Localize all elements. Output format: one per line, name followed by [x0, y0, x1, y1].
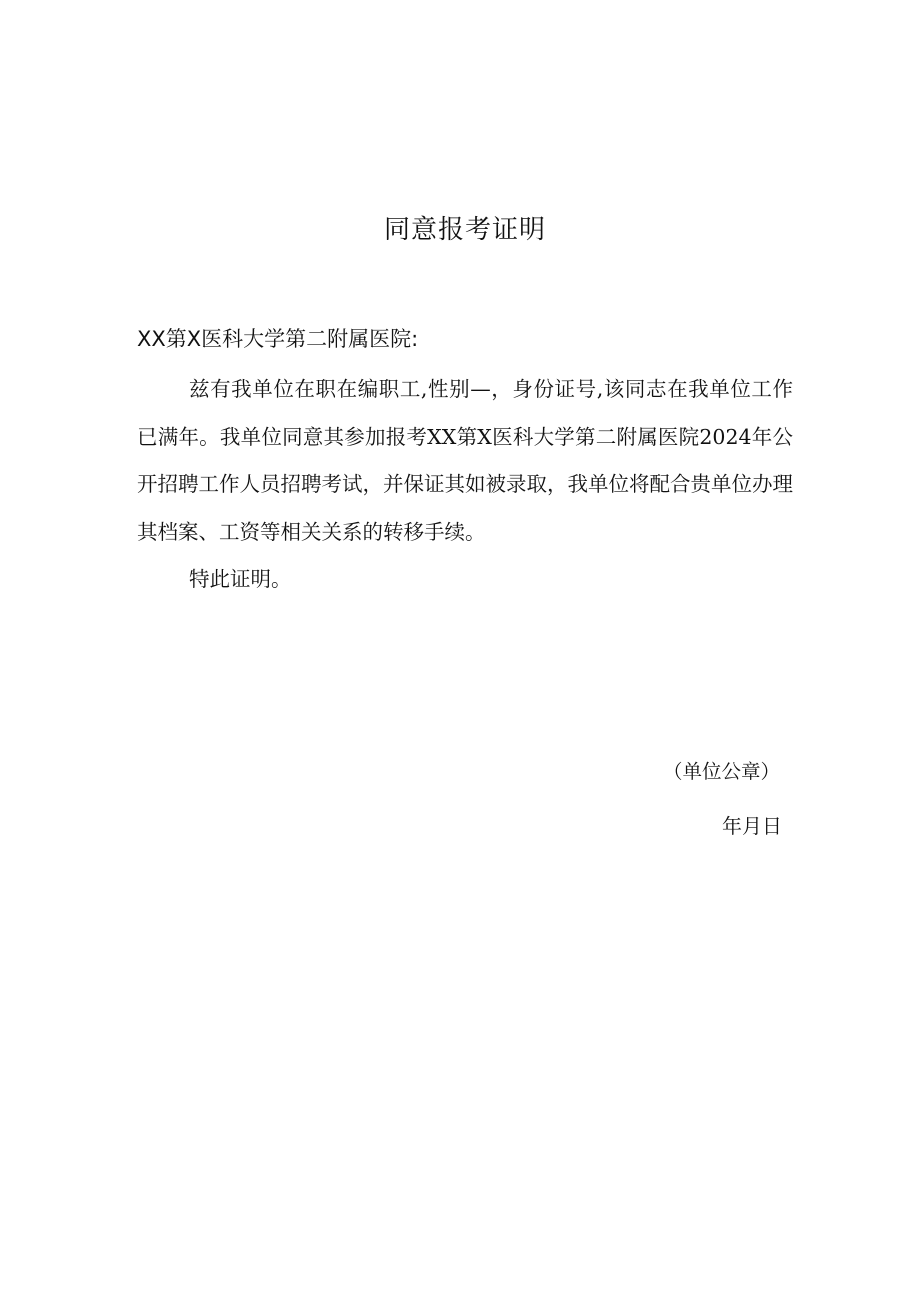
document-title: 同意报考证明: [383, 215, 546, 245]
body-paragraph: 兹有我单位在职在编职工,性别—，身份证号,该同志在我单位工作已满年。我单位同意其参加报考XX第X医科大学第二附属医院2024年公开招聘工作人员招聘考试，并保证其如被录取，我单位将配合贵单位办理其档案、工资等相关关系的转移手续。: [137, 377, 793, 544]
seal-label: （单位公章）: [662, 760, 780, 783]
closing-text: 特此证明。: [189, 567, 292, 591]
salutation: XX第X医科大学第二附属医院:: [137, 327, 419, 351]
date-label: 年月日: [722, 814, 782, 838]
